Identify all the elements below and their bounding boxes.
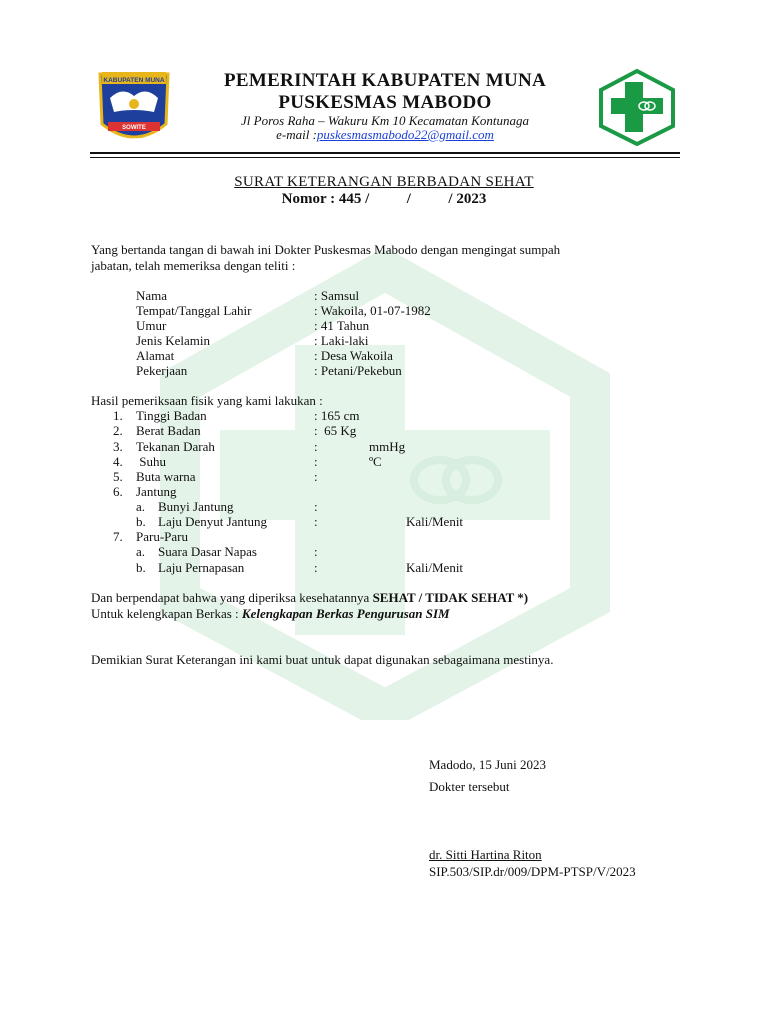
exam-sub-letter: b.	[136, 560, 146, 575]
conclusion-prefix: Dan berpendapat bahwa yang diperiksa kesehatannya	[91, 590, 373, 605]
doctor-name: dr. Sitti Hartina Riton	[429, 847, 542, 862]
puskesmas-logo-icon	[597, 68, 677, 146]
exam-unit: ºC	[369, 454, 382, 469]
purpose-prefix: Untuk kelengkapan Berkas :	[91, 606, 242, 621]
email-label: e-mail :	[276, 127, 317, 142]
exam-colon: :	[314, 544, 318, 559]
signer-role: Dokter tersebut	[429, 779, 510, 794]
exam-sub-letter: b.	[136, 514, 146, 529]
exam-sub-letter: a.	[136, 544, 146, 559]
clinic-address: Jl Poros Raha – Wakuru Km 10 Kecamatan Kontunaga	[241, 113, 529, 128]
exam-intro: Hasil pemeriksaan fisik yang kami lakukan :	[91, 393, 323, 408]
exam-label: Tinggi Badan	[136, 408, 207, 423]
logo-year: 1959	[128, 138, 140, 144]
header-rule-thin	[90, 157, 680, 158]
exam-colon: :	[314, 439, 318, 454]
exam-sub-label: Laju Pernapasan	[158, 560, 245, 575]
exam-label: Berat Badan	[136, 423, 201, 438]
exam-unit: Kali/Menit	[406, 560, 464, 575]
exam-sub-letter: a.	[136, 499, 146, 514]
exam-num: 5.	[113, 469, 123, 484]
header-rule-thick	[90, 152, 680, 154]
patient-label: Nama	[136, 288, 168, 303]
closing-statement: Demikian Surat Keterangan ini kami buat untuk dapat digunakan sebagaimana mestinya.	[91, 652, 554, 667]
exam-colon: :	[314, 560, 318, 575]
exam-num: 2.	[113, 423, 123, 438]
intro-line-2: jabatan, telah memeriksa dengan teliti :	[91, 258, 296, 273]
patient-label: Tempat/Tanggal Lahir	[136, 303, 252, 318]
intro-line-1: Yang bertanda tangan di bawah ini Dokter Puskesmas Mabodo dengan mengingat sumpah	[91, 242, 561, 257]
conclusion-line-1	[91, 590, 691, 606]
exam-num: 1.	[113, 408, 123, 423]
exam-unit: Kali/Menit	[406, 514, 464, 529]
patient-label: Jenis Kelamin	[136, 333, 211, 348]
logo-text-top: KABUPATEN MUNA	[103, 77, 165, 84]
purpose-value: Kelengkapan Berkas Pengurusan SIM	[241, 606, 450, 621]
exam-value: : 65 Kg	[314, 423, 357, 438]
exam-label: Suhu	[136, 454, 166, 469]
exam-sub-label: Suara Dasar Napas	[158, 544, 257, 559]
exam-num: 6.	[113, 484, 123, 499]
logo-text-bottom: SOWITE	[122, 125, 146, 131]
exam-label: Buta warna	[136, 469, 196, 484]
doctor-sip: SIP.503/SIP.dr/009/DPM-PTSP/V/2023	[429, 864, 636, 879]
exam-sub-label: Bunyi Jantung	[158, 499, 234, 514]
exam-label: Paru-Paru	[136, 529, 188, 544]
email-line	[200, 127, 570, 143]
patient-value: : 41 Tahun	[314, 318, 370, 333]
exam-colon: :	[314, 514, 318, 529]
document-title: SURAT KETERANGAN BERBADAN SEHAT	[234, 174, 534, 190]
exam-colon: :	[314, 469, 318, 484]
patient-label: Pekerjaan	[136, 363, 188, 378]
patient-label: Alamat	[136, 348, 175, 363]
puskesmas-watermark-icon	[150, 250, 620, 720]
exam-unit: mmHg	[369, 439, 406, 454]
exam-num: 3.	[113, 439, 123, 454]
exam-num: 7.	[113, 529, 123, 544]
exam-value: : 165 cm	[314, 408, 360, 423]
exam-label: Jantung	[136, 484, 177, 499]
exam-sub-label: Laju Denyut Jantung	[158, 514, 268, 529]
exam-label: Tekanan Darah	[136, 439, 215, 454]
exam-colon: :	[314, 454, 318, 469]
government-name: PEMERINTAH KABUPATEN MUNA	[223, 70, 547, 91]
clinic-name: PUSKESMAS MABODO	[278, 92, 492, 113]
health-status: SEHAT / TIDAK SEHAT *)	[372, 590, 529, 605]
patient-value: : Desa Wakoila	[314, 348, 393, 363]
email-link[interactable]: puskesmasmabodo22@gmail.com	[316, 127, 494, 142]
patient-value: : Wakoila, 01-07-1982	[314, 303, 431, 318]
patient-label: Umur	[136, 318, 167, 333]
document-number: Nomor : 445 / / / 2023	[281, 191, 487, 207]
patient-value: : Samsul	[314, 288, 360, 303]
patient-value: : Petani/Pekebun	[314, 363, 402, 378]
exam-colon: :	[314, 499, 318, 514]
patient-value: : Laki-laki	[314, 333, 369, 348]
place-date: Madodo, 15 Juni 2023	[429, 757, 546, 772]
exam-num: 4.	[113, 454, 123, 469]
conclusion-line-2	[91, 606, 691, 622]
kabupaten-muna-logo-icon	[94, 68, 174, 150]
